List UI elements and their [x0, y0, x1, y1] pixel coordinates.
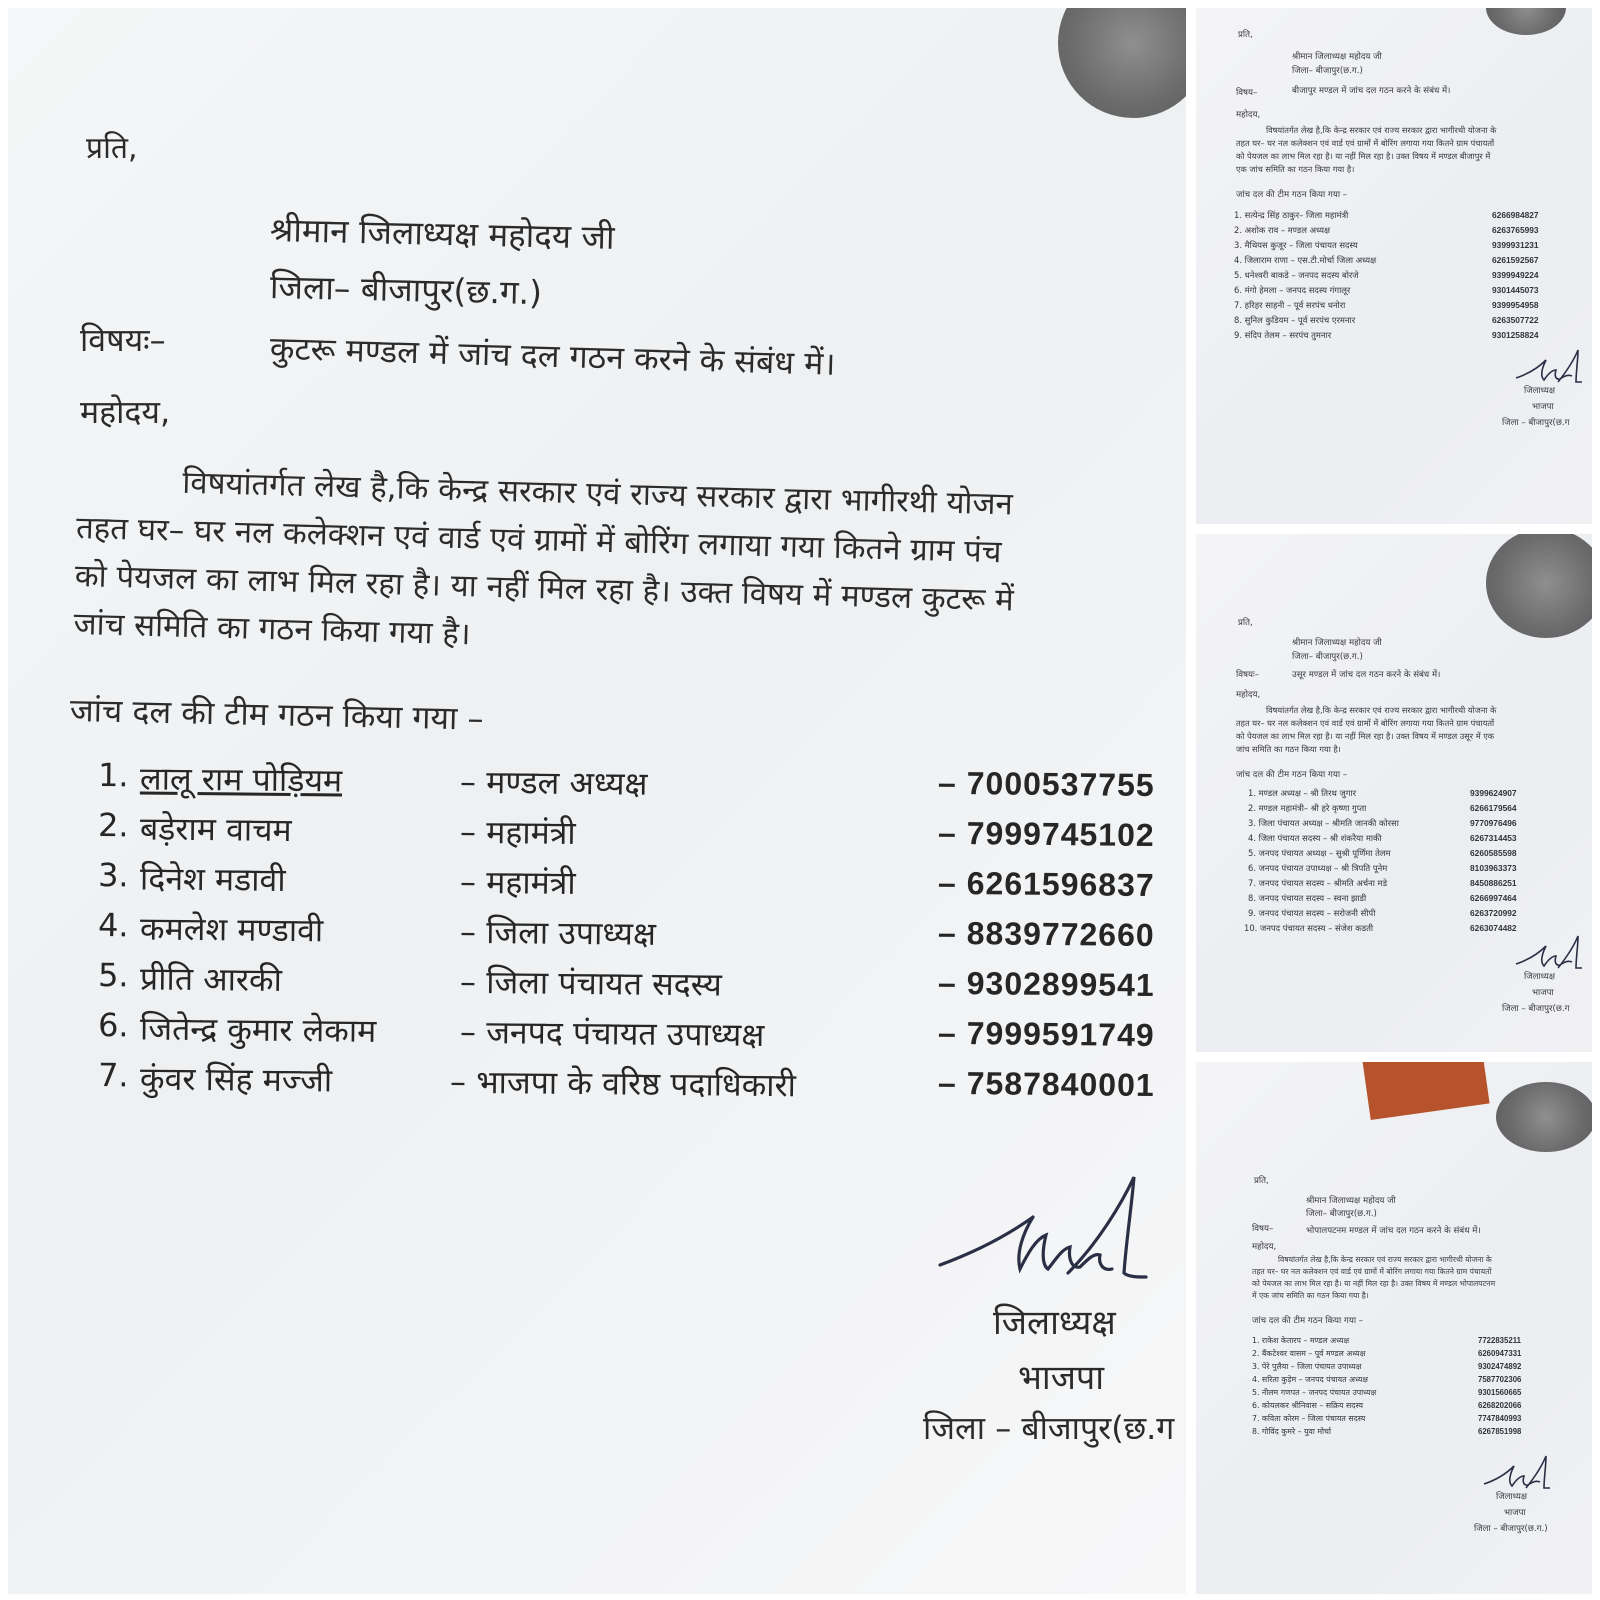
signatory-district: जिला – बीजापुर(छ.ग	[923, 1409, 1175, 1447]
member-phone: 6263720992	[1470, 908, 1517, 918]
member-name: 3. मैथियस कुजूर – जिला पंचायत सदस्य	[1234, 240, 1358, 250]
member-phone: 6267314453	[1470, 833, 1517, 843]
body-line: तहत घर– घर नल कलेक्शन एवं वार्ड एवं ग्रामों में बोरिंग लगाया गया कितने ग्राम पंचायतों	[1236, 718, 1495, 728]
member-name: 5. धनेश्वरी बाकडे – जनपद सदस्य बोरजे	[1234, 270, 1359, 280]
member-phone: 9302474892	[1478, 1362, 1522, 1371]
body-line: विषयांतर्गत लेख है,कि केन्द्र सरकार एवं राज्य सरकार द्वारा भागीरथी योजना के	[1266, 705, 1497, 715]
body-line: तहत घर– घर नल कलेक्शन एवं वार्ड एवं ग्रामों में बोरिंग लगाया गया कितने ग्राम पंचायतों	[1252, 1267, 1492, 1276]
body-line: को पेयजल का लाभ मिल रहा है। या नहीं मिल रहा है। उक्त विषय में मण्डल बीजापुर में	[1236, 151, 1491, 161]
member-name: 1. राकेश केतारप – मण्डल अध्यक्ष	[1252, 1336, 1350, 1345]
body-line: तहत घर– घर नल कलेक्शन एवं वार्ड एवं ग्रामों में बोरिंग लगाया गया कितने ग्राम पंचायतों	[1236, 138, 1495, 148]
member-phone: 7722835211	[1478, 1336, 1521, 1345]
member-phone: 6260947331	[1478, 1349, 1522, 1358]
member-name: 6. जनपद पंचायत उपाध्यक्ष – श्री त्रिपति पूनेम	[1248, 863, 1388, 873]
member-number: 5.	[97, 956, 129, 995]
signatory-party: भाजपा	[1532, 402, 1554, 412]
letter-thumbnail-bhopalpatnam	[1196, 1062, 1592, 1594]
letter-to: प्रति,	[1254, 1176, 1269, 1186]
member-row	[1234, 240, 1592, 254]
member-phone: – 7999745102	[937, 814, 1155, 854]
member-name: 1. मण्डल अध्यक्ष – श्री तिरथ जुगार	[1248, 788, 1357, 798]
addressee-line-2: जिला– बीजापुर(छ.ग.)	[1306, 1209, 1377, 1219]
addressee-line-2: जिला– बीजापुर(छ.ग.)	[269, 267, 543, 313]
member-name: 3. जिला पंचायत अध्यक्ष – श्रीमति जानकी कोरसा	[1248, 818, 1399, 828]
member-name: 6. कोयलकर श्रीनिवास – सक्रिय सदस्य	[1252, 1401, 1363, 1410]
salutation: महोदय,	[1236, 690, 1261, 700]
body-line: को पेयजल का लाभ मिल रहा है। या नहीं मिल रहा है। उक्त विषय में मण्डल उसूर में एक	[1236, 731, 1495, 741]
member-name: 2. अशोक राव – मण्डल अध्यक्ष	[1234, 225, 1330, 235]
member-role: – मण्डल अध्यक्ष	[459, 762, 648, 803]
member-row	[1248, 863, 1592, 877]
member-name: 7. जनपद पंचायत सदस्य – श्रीमति अर्चना मडे	[1248, 878, 1388, 888]
member-row	[1252, 1427, 1592, 1441]
letter-body	[73, 456, 1186, 677]
subject-text: उसूर मण्डल में जांच दल गठन करने के संबंध में।	[1292, 670, 1441, 680]
member-number: 4.	[97, 906, 129, 945]
member-row	[1248, 818, 1592, 832]
member-phone: 6266179564	[1470, 803, 1517, 813]
member-row	[1248, 833, 1592, 847]
signatory-title: जिलाध्यक्ष	[1524, 386, 1556, 396]
member-row	[1234, 225, 1592, 239]
addressee-line-1: श्रीमान जिलाध्यक्ष महोदय जी	[269, 210, 615, 257]
letter-thumbnail-usoor	[1196, 534, 1592, 1052]
addressee-line-1: श्रीमान जिलाध्यक्ष महोदय जी	[1292, 638, 1382, 648]
addressee-line-1: श्रीमान जिलाध्यक्ष महोदय जी	[1292, 52, 1382, 62]
subject-label: विषयः–	[1236, 670, 1259, 680]
member-phone: 8450886251	[1470, 878, 1517, 888]
member-name: जितेन्द्र कुमार लेकाम	[139, 1009, 377, 1050]
member-phone: 9301445073	[1492, 285, 1539, 295]
member-name: 7. कविता कोरम – जिला पंचायत सदस्य	[1252, 1414, 1366, 1423]
member-phone: – 7999591749	[937, 1014, 1155, 1054]
member-number: 6.	[97, 1006, 129, 1045]
member-name: 8. सुनिल कुडियम – पूर्व सरपंच एरमनार	[1234, 315, 1356, 325]
letter-body	[1252, 1254, 1495, 1302]
keys-photo-corner	[1486, 8, 1566, 35]
member-number: 7.	[97, 1056, 129, 1095]
member-phone: 9399624907	[1470, 788, 1517, 798]
member-phone: 6266997464	[1470, 893, 1517, 903]
member-name: 1. सत्येन्द्र सिंह ठाकुर– जिला महामंत्री	[1234, 210, 1349, 220]
member-name: 2. मण्डल महामंत्री– श्री हरे कृष्णा गुप्ता	[1248, 803, 1367, 813]
member-row	[1248, 893, 1592, 907]
member-phone: 9301258824	[1492, 330, 1539, 340]
member-row	[1252, 1336, 1592, 1350]
member-phone: – 7000537755	[937, 764, 1155, 804]
member-row	[1248, 803, 1592, 817]
member-row	[1252, 1388, 1592, 1402]
salutation: महोदय,	[80, 393, 171, 431]
member-phone: 6268202066	[1478, 1401, 1522, 1410]
signatory-district: जिला – बीजापुर(छ.ग.)	[1474, 1524, 1548, 1534]
letter-to: प्रति,	[1238, 30, 1253, 40]
body-line: एक जांच समिति का गठन किया गया है।	[1236, 164, 1355, 174]
member-name: 5. जनपद पंचायत अध्यक्ष – सुश्री पूर्णिमा तेलम	[1248, 848, 1391, 858]
member-name: 3. पेरे पुलैया – जिला पंचायत उपाध्यक्ष	[1252, 1362, 1362, 1371]
signatory-title: जिलाध्यक्ष	[1524, 972, 1556, 982]
letter-to: प्रति,	[1238, 618, 1253, 628]
body-line: विषयांतर्गत लेख है,कि केन्द्र सरकार एवं राज्य सरकार द्वारा भागीरथी योजना के	[1278, 1255, 1492, 1264]
signature	[1514, 348, 1584, 388]
addressee-line-2: जिला– बीजापुर(छ.ग.)	[1292, 66, 1363, 76]
main-letter-photo	[8, 8, 1186, 1594]
member-row	[1248, 878, 1592, 892]
member-row	[1252, 1349, 1592, 1363]
member-name: कुंवर सिंह मज्जी	[139, 1059, 333, 1100]
member-row	[1252, 1362, 1592, 1376]
member-phone: 6267851998	[1478, 1427, 1522, 1436]
member-name: 6. मंगो हेमला – जनपद सदस्य गंगालूर	[1234, 285, 1351, 295]
body-line: जांच समिति का गठन किया गया है।	[73, 605, 472, 653]
team-heading: जांच दल की टीम गठन किया गया –	[1236, 190, 1348, 200]
signature	[1514, 934, 1584, 974]
member-phone: 6263074482	[1470, 923, 1517, 933]
subject-label: विषय–	[1236, 88, 1258, 98]
book-cover-corner	[1362, 1062, 1489, 1120]
member-number: 1.	[97, 756, 129, 795]
member-phone: 9399954958	[1492, 300, 1539, 310]
member-phone: – 8839772660	[937, 914, 1155, 954]
body-line: विषयांतर्गत लेख है,कि केन्द्र सरकार एवं राज्य सरकार द्वारा भागीरथी योजना के	[1266, 125, 1497, 135]
signatory-party: भाजपा	[1504, 1508, 1526, 1518]
keys-photo-corner	[1486, 534, 1592, 638]
member-row	[1252, 1414, 1592, 1428]
salutation: महोदय,	[1252, 1242, 1277, 1252]
subject-text: बीजापुर मण्डल में जांच दल गठन करने के संबंध में।	[1292, 86, 1451, 96]
body-line: को पेयजल का लाभ मिल रहा है। या नहीं मिल रहा है। उक्त विषय में मण्डल कुटरू में	[74, 557, 1015, 619]
addressee-line-1: श्रीमान जिलाध्यक्ष महोदय जी	[1306, 1196, 1396, 1206]
member-number: 3.	[97, 856, 129, 895]
member-row	[1234, 285, 1592, 299]
member-row	[1234, 300, 1592, 314]
member-name: 10. जनपद पंचायत सदस्य – संजेश कडती	[1244, 923, 1374, 933]
member-phone: – 9302899541	[937, 964, 1155, 1004]
letter-body	[1236, 124, 1496, 176]
member-name: प्रीति आरकी	[139, 959, 283, 999]
signatory-title: जिलाध्यक्ष	[993, 1303, 1116, 1343]
signature	[938, 1173, 1148, 1303]
member-phone: 6260585598	[1470, 848, 1517, 858]
signatory-party: भाजपा	[1532, 988, 1554, 998]
member-row	[1234, 210, 1592, 224]
subject-text: कुटरू मण्डल में जांच दल गठन करने के संबंध में।	[269, 329, 836, 383]
member-name: 5. नीलम गणपत – जनपद पंचायत उपाध्यक्ष	[1252, 1388, 1377, 1397]
keys-photo-corner	[1058, 8, 1186, 118]
member-role: – महामंत्री	[459, 812, 576, 853]
member-row	[1248, 788, 1592, 802]
letter-body	[1236, 704, 1496, 756]
salutation: महोदय,	[1236, 110, 1261, 120]
body-line: तहत घर– घर नल कलेक्शन एवं वार्ड एवं ग्रामों में बोरिंग लगाया गया कितने ग्राम पंच	[75, 509, 1002, 571]
member-phone: 7587702306	[1478, 1375, 1522, 1384]
member-role: – महामंत्री	[459, 862, 576, 903]
signatory-district: जिला – बीजापुर(छ.ग	[1502, 418, 1570, 428]
signatory-party: भाजपा	[1018, 1358, 1105, 1398]
subject-label: विषयः–	[80, 321, 166, 359]
member-phone: 9770976496	[1470, 818, 1517, 828]
member-role: – जिला पंचायत सदस्य	[459, 962, 722, 1004]
member-role: – जिला उपाध्यक्ष	[459, 912, 657, 953]
member-name: लालू राम पोड़ियम	[139, 759, 343, 800]
body-line: विषयांतर्गत लेख है,कि केन्द्र सरकार एवं राज्य सरकार द्वारा भागीरथी योजन	[181, 464, 1014, 523]
member-name: 9. संदिप तेलम – सरपंच तुमनार	[1234, 330, 1332, 340]
member-name: 2. बैंकटेश्वर वासम – पूर्व मण्डल अध्यक्ष	[1252, 1349, 1366, 1358]
member-name: कमलेश मण्डावी	[139, 909, 324, 950]
signatory-district: जिला – बीजापुर(छ.ग	[1502, 1004, 1570, 1014]
subject-label: विषय–	[1252, 1224, 1274, 1234]
member-phone: 6266984827	[1492, 210, 1539, 220]
signatory-title: जिलाध्यक्ष	[1496, 1492, 1528, 1502]
member-role: – जनपद पंचायत उपाध्यक्ष	[459, 1012, 765, 1054]
addressee-line-2: जिला– बीजापुर(छ.ग.)	[1292, 652, 1363, 662]
letter-thumbnail-bijapur	[1196, 8, 1592, 524]
member-phone: 8103963373	[1470, 863, 1517, 873]
member-row	[1252, 1401, 1592, 1415]
member-name: 8. जनपद पंचायत सदस्य – स्वना झाडी	[1248, 893, 1367, 903]
member-row	[98, 1056, 1186, 1117]
team-heading: जांच दल की टीम गठन किया गया –	[1236, 770, 1348, 780]
member-row	[1234, 255, 1592, 269]
member-phone: 9399949224	[1492, 270, 1539, 280]
member-number: 2.	[97, 806, 129, 845]
member-row	[1234, 315, 1592, 329]
member-phone: 6263507722	[1492, 315, 1539, 325]
team-heading: जांच दल की टीम गठन किया गया –	[1252, 1316, 1364, 1326]
member-phone: – 7587840001	[937, 1064, 1155, 1104]
keys-photo-corner	[1496, 1082, 1592, 1152]
member-phone: – 6261596837	[937, 864, 1155, 904]
member-phone: 9399931231	[1492, 240, 1539, 250]
member-phone: 7747840993	[1478, 1414, 1522, 1423]
body-line: जांच समिति का गठन किया गया है।	[1236, 744, 1341, 754]
member-name: 8. गोविंद कुमरे – युवा मोर्चा	[1252, 1427, 1332, 1436]
member-phone: 9301560665	[1478, 1388, 1522, 1397]
member-name: 4. जिला पंचायत सदस्य – श्री शंकरैया माकी	[1248, 833, 1382, 843]
team-heading: जांच दल की टीम गठन किया गया –	[69, 691, 484, 738]
body-line: को पेयजल का लाभ मिल रहा है। या नहीं मिल रहा है। उक्त विषय में मण्डल भोपालपटनम	[1252, 1279, 1496, 1288]
member-name: 4. सरिता कुड़ेम – जनपद पंचायत अध्यक्ष	[1252, 1375, 1369, 1384]
member-phone: 6261592567	[1492, 255, 1539, 265]
member-role: – भाजपा के वरिष्ठ पदाधिकारी	[449, 1062, 797, 1105]
member-row	[1248, 848, 1592, 862]
body-line: में एक जांच समिति का गठन किया गया है।	[1252, 1291, 1369, 1300]
member-row	[1248, 908, 1592, 922]
letter-to: प्रति,	[86, 131, 138, 166]
member-name: दिनेश मडावी	[139, 859, 286, 899]
member-name: बड़ेराम वाचम	[139, 809, 292, 850]
member-name: 4. जिलाराम राणा – एस.टी.मोर्चा जिला अध्यक्ष	[1234, 255, 1377, 265]
signature	[1482, 1454, 1552, 1494]
member-row	[1252, 1375, 1592, 1389]
member-phone: 6263765993	[1492, 225, 1539, 235]
member-row	[1234, 270, 1592, 284]
member-name: 9. जनपद पंचायत सदस्य – सरोजनी सीपी	[1248, 908, 1376, 918]
member-name: 7. हरिहर साहनी – पूर्व सरपंच धनोरा	[1234, 300, 1346, 310]
member-row	[1234, 330, 1592, 344]
subject-text: भोपालपटनम मण्डल में जांच दल गठन करने के संबंध में।	[1306, 1226, 1481, 1236]
